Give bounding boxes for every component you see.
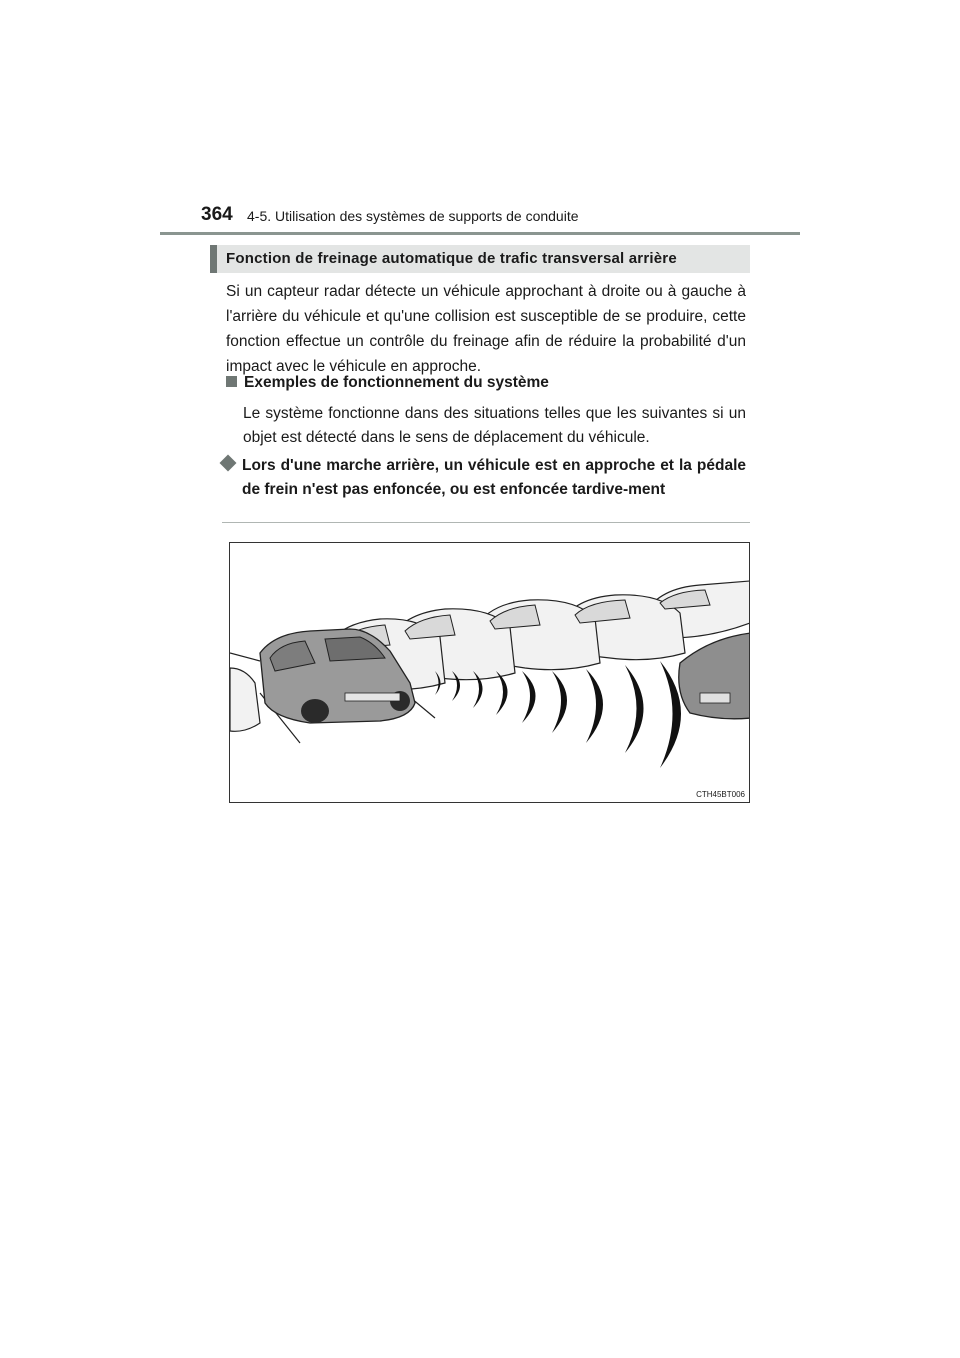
examples-heading-text: Exemples de fonctionnement du système <box>244 374 549 391</box>
section-heading-bar <box>210 245 750 273</box>
approaching-car <box>679 633 750 719</box>
condition-item <box>222 454 746 502</box>
condition-divider <box>222 522 750 523</box>
examples-paragraph: Le système fonctionne dans des situations telles que les suivantes si un objet est détecté dans le sens de déplacement du véhicule. <box>243 405 746 446</box>
examples-heading <box>226 374 549 392</box>
square-bullet-icon <box>226 376 237 387</box>
illustration-figure <box>229 542 750 803</box>
header-divider <box>160 232 800 235</box>
intro-paragraph: Si un capteur radar détecte un véhicule approchant à droite ou à gauche à l'arrière du véhicule et qu'une collision est susceptible de se produire, cette fonction effectue un contrôle du freinage afin de réduire la probabilité d'un impact avec le véhicule en approche. <box>226 283 746 375</box>
page-number: 364 <box>201 204 233 225</box>
parking-radar-illustration <box>230 543 750 803</box>
section-title: Fonction de freinage automatique de trafic transversal arrière <box>226 250 677 267</box>
section-accent <box>210 245 217 273</box>
chapter-title: 4-5. Utilisation des systèmes de supports de conduite <box>247 208 579 224</box>
figure-code: CTH45BT006 <box>696 790 745 799</box>
diamond-bullet-icon <box>220 455 237 472</box>
condition-text: Lors d'une marche arrière, un véhicule est en approche et la pédale de frein n'est pas enfoncée, ou est enfoncée tardive-ment <box>242 457 746 498</box>
